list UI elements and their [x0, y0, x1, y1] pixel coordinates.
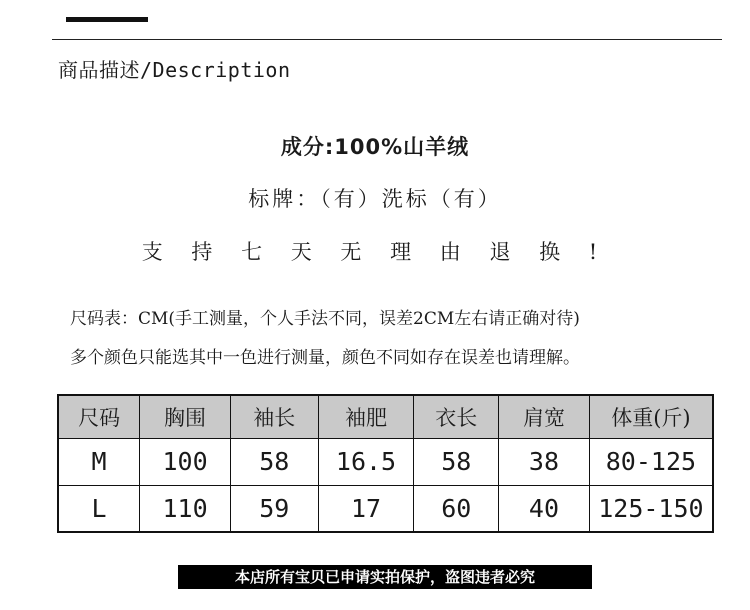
- cell-weight: 80-125: [589, 438, 713, 485]
- cell-shoulder: 38: [499, 438, 590, 485]
- header-sleeve-length: 袖长: [230, 395, 318, 438]
- title-accent-bar: [66, 17, 148, 22]
- header-divider: [52, 39, 722, 40]
- header-sleeve-width: 袖肥: [318, 395, 414, 438]
- cell-sleeve-length: 58: [230, 438, 318, 485]
- cell-size: M: [58, 438, 140, 485]
- cell-shoulder: 40: [499, 485, 590, 532]
- size-table: [57, 394, 714, 533]
- header-weight: 体重(斤): [589, 395, 713, 438]
- header-chest: 胸围: [140, 395, 231, 438]
- cell-weight: 125-150: [589, 485, 713, 532]
- cell-sleeve-length: 59: [230, 485, 318, 532]
- section-title: 商品描述/Description: [58, 58, 291, 82]
- label-info-text: 标牌：（有）洗标（有）: [248, 187, 502, 211]
- header-length: 衣长: [414, 395, 499, 438]
- table-row: [58, 485, 713, 532]
- header-size: 尺码: [58, 395, 140, 438]
- size-table-header-row: [58, 395, 713, 438]
- composition-text: 成分:100%山羊绒: [280, 135, 470, 159]
- cell-sleeve-width: 17: [318, 485, 414, 532]
- cell-length: 58: [414, 438, 499, 485]
- copyright-notice-banner: 本店所有宝贝已申请实拍保护，盗图违者必究: [178, 565, 592, 589]
- cell-size: L: [58, 485, 140, 532]
- size-chart-note: 尺码表：CM(手工测量，个人手法不同，误差2CM左右请正确对待): [70, 309, 580, 329]
- return-policy-text: 支 持 七 天 无 理 由 退 换 !: [141, 240, 609, 264]
- table-row: [58, 438, 713, 485]
- header-shoulder: 肩宽: [499, 395, 590, 438]
- cell-length: 60: [414, 485, 499, 532]
- color-measure-note: 多个颜色只能选其中一色进行测量，颜色不同如存在误差也请理解。: [70, 348, 580, 368]
- cell-chest: 100: [140, 438, 231, 485]
- cell-sleeve-width: 16.5: [318, 438, 414, 485]
- cell-chest: 110: [140, 485, 231, 532]
